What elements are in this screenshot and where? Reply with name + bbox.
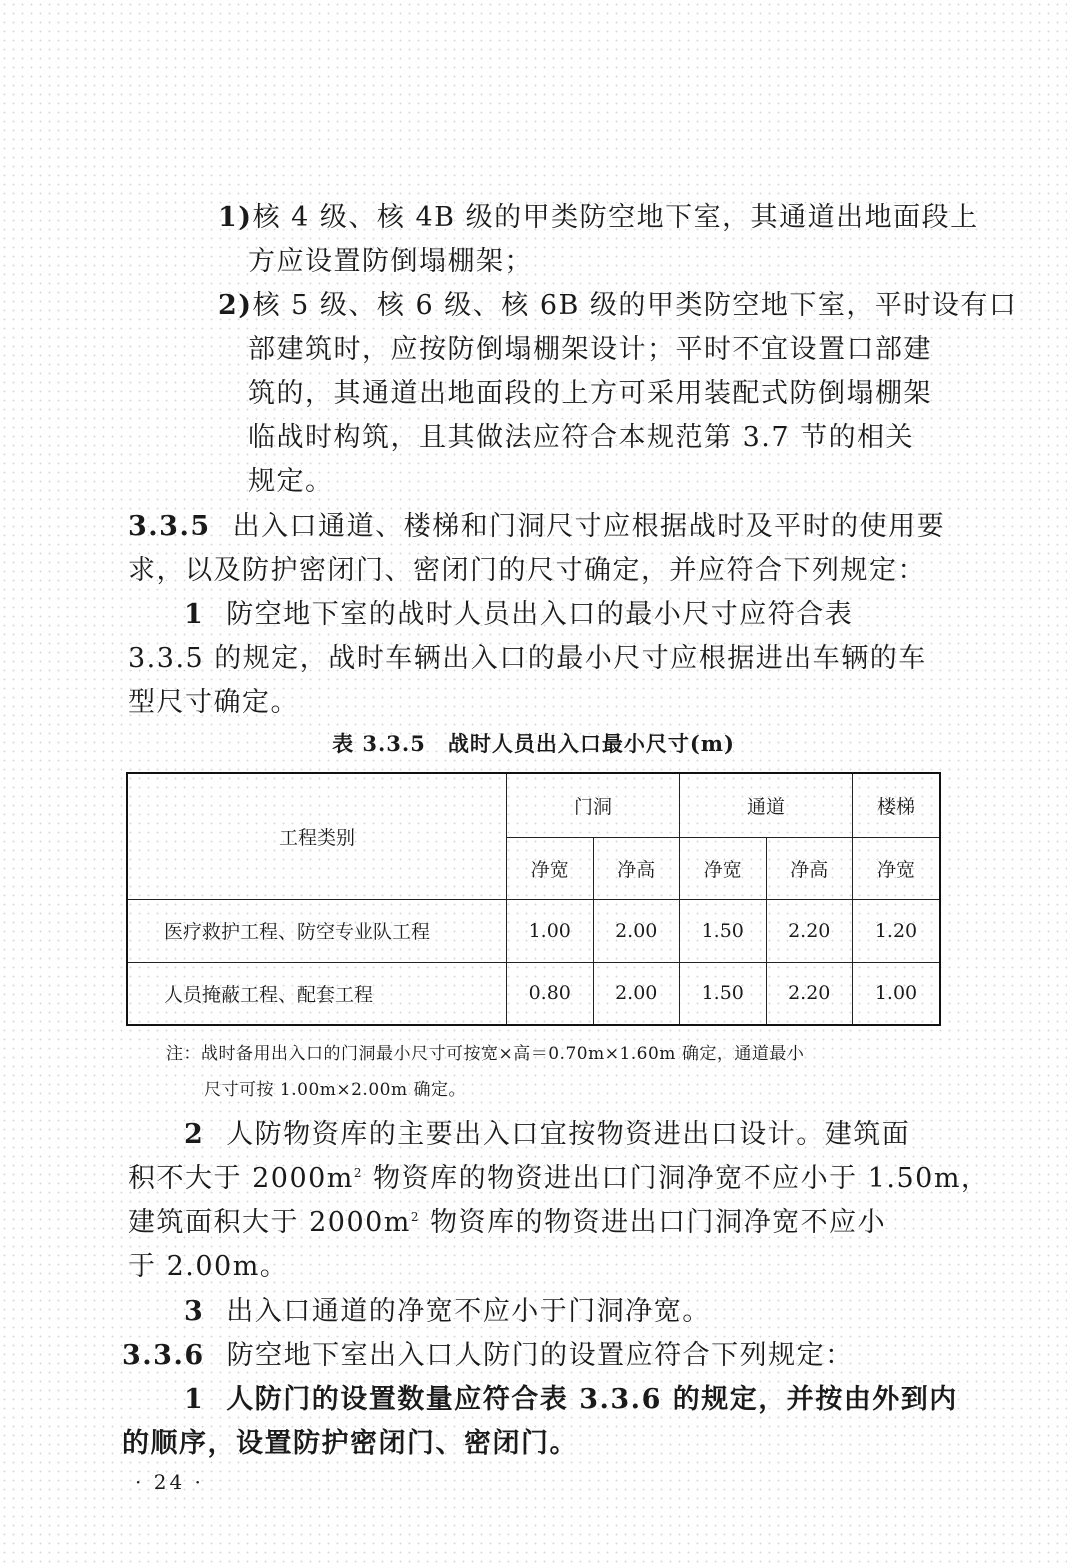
row-label: 人员掩蔽工程、配套工程 — [127, 962, 507, 1025]
list-marker: 2) — [218, 290, 253, 321]
header-door-width: 净宽 — [507, 837, 594, 899]
cell: 2.20 — [766, 962, 853, 1025]
text-line: 防空地下室的战时人员出入口的最小尺寸应符合表 — [226, 599, 854, 630]
clause-3-3-5 — [128, 505, 945, 549]
sub-number: 2 — [184, 1119, 205, 1150]
text-line: 核 4 级、核 4B 级的甲类防空地下室，其通道出地面段上 — [252, 202, 979, 233]
row-label: 医疗救护工程、防空专业队工程 — [127, 899, 507, 962]
header-door-height: 净高 — [593, 837, 680, 899]
header-category: 工程类别 — [127, 773, 507, 899]
cell: 2.20 — [766, 899, 853, 962]
sub-item-2 — [184, 1113, 910, 1157]
sub-number: 1 — [184, 599, 205, 630]
text-line: 求，以及防护密闭门、密闭门的尺寸确定，并应符合下列规定： — [128, 555, 926, 586]
text-line: 人防门的设置数量应符合表 3.3.6 的规定，并按由外到内 — [226, 1384, 958, 1415]
cell: 2.00 — [593, 962, 680, 1025]
sub-number: 3 — [184, 1296, 205, 1327]
text-line — [128, 1157, 989, 1201]
cell: 1.20 — [853, 899, 941, 962]
header-door: 门洞 — [507, 773, 680, 837]
list-marker: 1) — [218, 202, 253, 233]
text-segment: 建筑面积大于 2000m — [128, 1207, 411, 1238]
table-note-line: 尺寸可按 1.00m×2.00m 确定。 — [204, 1080, 466, 1100]
text-line: 方应设置防倒塌棚架； — [248, 246, 533, 277]
text-segment: 积不大于 2000m — [128, 1163, 354, 1194]
cell: 1.50 — [680, 962, 767, 1025]
sub-number: 1 — [184, 1384, 205, 1415]
text-line: 3.3.5 的规定，战时车辆出入口的最小尺寸应根据进出车辆的车 — [128, 643, 927, 674]
sub-item-1-bold — [184, 1378, 958, 1422]
page-number: · 24 · — [135, 1470, 204, 1494]
text-line: 筑的，其通道出地面段的上方可采用装配式防倒塌棚架 — [248, 378, 932, 409]
table-row — [127, 899, 940, 962]
header-passage: 通道 — [680, 773, 853, 837]
text-line — [128, 1201, 886, 1245]
text-line: 临战时构筑，且其做法应符合本规范第 3.7 节的相关 — [248, 422, 915, 453]
text-line: 人防物资库的主要出入口宜按物资进出口设计。建筑面 — [226, 1119, 911, 1150]
header-stairs: 楼梯 — [853, 773, 941, 837]
list-item-2 — [218, 284, 1017, 328]
clause-number: 3.3.5 — [128, 511, 211, 542]
dimension-table — [126, 772, 941, 1026]
text-line: 规定。 — [248, 466, 334, 497]
text-line: 出入口通道的净宽不应小于门洞净宽。 — [226, 1296, 711, 1327]
header-passage-height: 净高 — [766, 837, 853, 899]
text-line: 的顺序，设置防护密闭门、密闭门。 — [122, 1428, 578, 1459]
header-stairs-width: 净宽 — [853, 837, 941, 899]
text-line: 型尺寸确定。 — [128, 687, 299, 718]
sub-item-3 — [184, 1290, 711, 1334]
list-item-1 — [218, 196, 979, 240]
cell: 1.00 — [853, 962, 941, 1025]
text-line: 于 2.00m。 — [128, 1251, 289, 1282]
header-passage-width: 净宽 — [680, 837, 767, 899]
cell: 2.00 — [593, 899, 680, 962]
cell: 1.00 — [507, 899, 594, 962]
table-caption: 表 3.3.5 战时人员出入口最小尺寸(m) — [332, 731, 735, 756]
text-line: 出入口通道、楼梯和门洞尺寸应根据战时及平时的使用要 — [232, 511, 946, 542]
sub-item-1 — [184, 593, 853, 637]
text-line: 防空地下室出入口人防门的设置应符合下列规定： — [226, 1340, 854, 1371]
superscript: 2 — [353, 1166, 364, 1180]
cell: 1.50 — [680, 899, 767, 962]
text-segment: 物资库的物资进出口门洞净宽不应小 — [420, 1207, 887, 1238]
text-line: 部建筑时，应按防倒塌棚架设计；平时不宜设置口部建 — [248, 334, 932, 365]
text-line: 核 5 级、核 6 级、核 6B 级的甲类防空地下室，平时设有口 — [252, 290, 1018, 321]
cell: 0.80 — [507, 962, 594, 1025]
superscript: 2 — [410, 1210, 421, 1224]
text-segment: 物资库的物资进出口门洞净宽不应小于 1.50m， — [363, 1163, 990, 1194]
clause-number: 3.3.6 — [122, 1340, 205, 1371]
clause-3-3-6 — [122, 1334, 854, 1378]
table-row — [127, 962, 940, 1025]
table-note-line: 注：战时备用出入口的门洞最小尺寸可按宽×高＝0.70m×1.60m 确定，通道最小 — [166, 1044, 805, 1064]
